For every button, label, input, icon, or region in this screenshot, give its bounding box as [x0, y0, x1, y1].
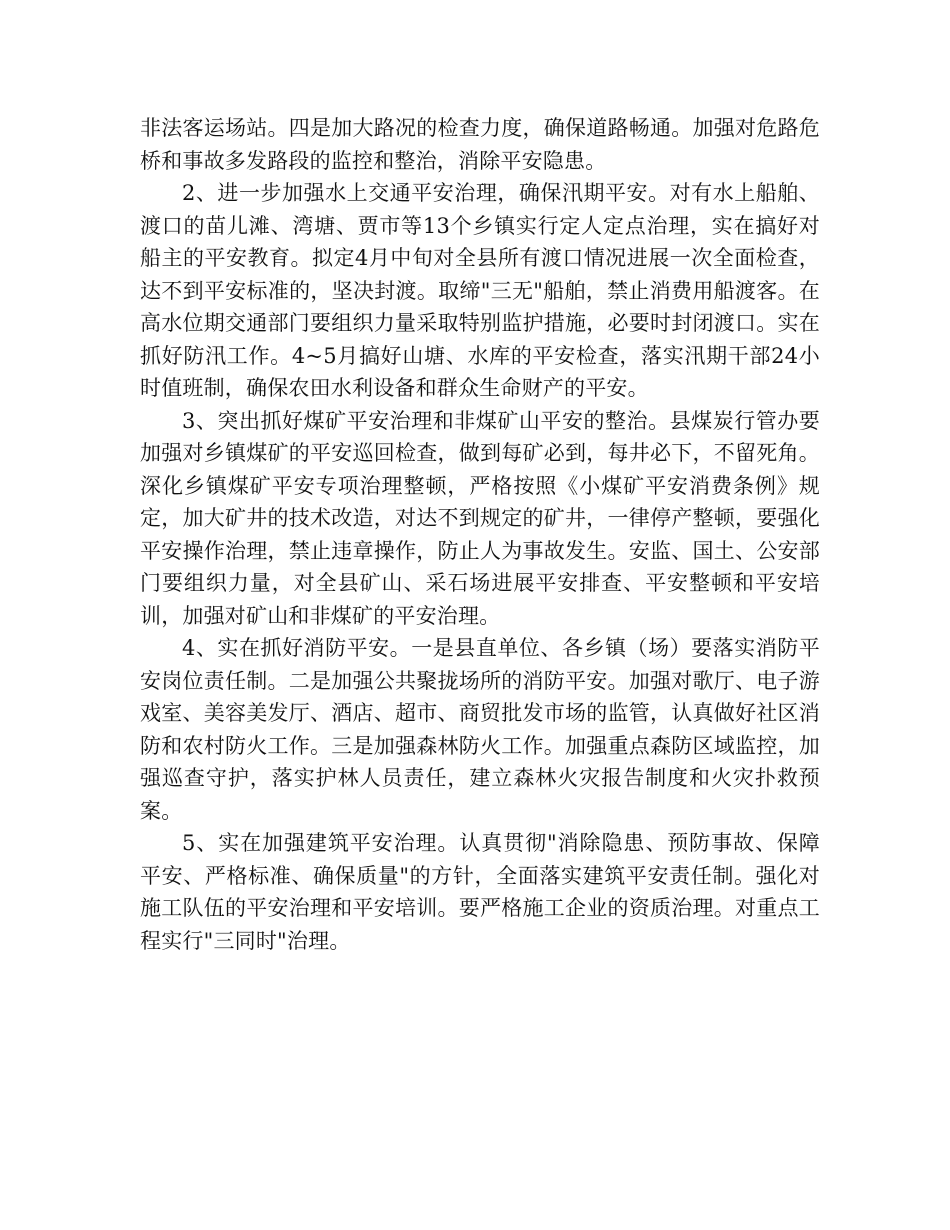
paragraph-continuation: 非法客运场站。四是加大路况的检查力度，确保道路畅通。加强对危路危桥和事故多发路段的监控和整治，消除平安隐患。	[140, 116, 820, 173]
paragraph-fire-safety: 4、实在抓好消防平安。一是县直单位、各乡镇（场）要落实消防平安岗位责任制。二是加强公共聚拢场所的消防平安。加强对歌厅、电子游戏室、美容美发厅、酒店、超市、商贸批发市场的监管，认真做好社区消防和农村防火工作。三是加强森林防火工作。加强重点森防区域监控，加强巡查守护，落实护林人员责任，建立森林火灾报告制度和火灾扑救预案。	[140, 636, 820, 823]
paragraph-water-traffic-safety: 2、进一步加强水上交通平安治理，确保汛期平安。对有水上船舶、渡口的苗儿滩、湾塘、贾市等13个乡镇实行定人定点治理，实在搞好对船主的平安教育。拟定4月中旬对全县所有渡口情况进展一次全面检查，达不到平安标准的，坚决封渡。取缔"三无"船舶，禁止消费用船渡客。在高水位期交通部门要组织力量采取特别监护措施，必要时封闭渡口。实在抓好防汛工作。4~5月搞好山塘、水库的平安检查，落实汛期干部24小时值班制，确保农田水利设备和群众生命财产的平安。	[140, 181, 820, 400]
paragraph-coal-mine-safety: 3、突出抓好煤矿平安治理和非煤矿山平安的整治。县煤炭行管办要加强对乡镇煤矿的平安巡回检查，做到每矿必到，每井必下，不留死角。深化乡镇煤矿平安专项治理整顿，严格按照《小煤矿平安消费条例》规定，加大矿井的技术改造，对达不到规定的矿井，一律停产整顿，要强化平安操作治理，禁止违章操作，防止人为事故发生。安监、国土、公安部门要组织力量，对全县矿山、采石场进展平安排查、平安整顿和平安培训，加强对矿山和非煤矿的平安治理。	[140, 408, 820, 628]
paragraph-construction-safety: 5、实在加强建筑平安治理。认真贯彻"消除隐患、预防事故、保障平安、严格标准、确保质量"的方针，全面落实建筑平安责任制。强化对施工队伍的平安治理和平安培训。要严格施工企业的资质治理。对重点工程实行"三同时"治理。	[140, 831, 820, 953]
document-body	[140, 112, 820, 957]
